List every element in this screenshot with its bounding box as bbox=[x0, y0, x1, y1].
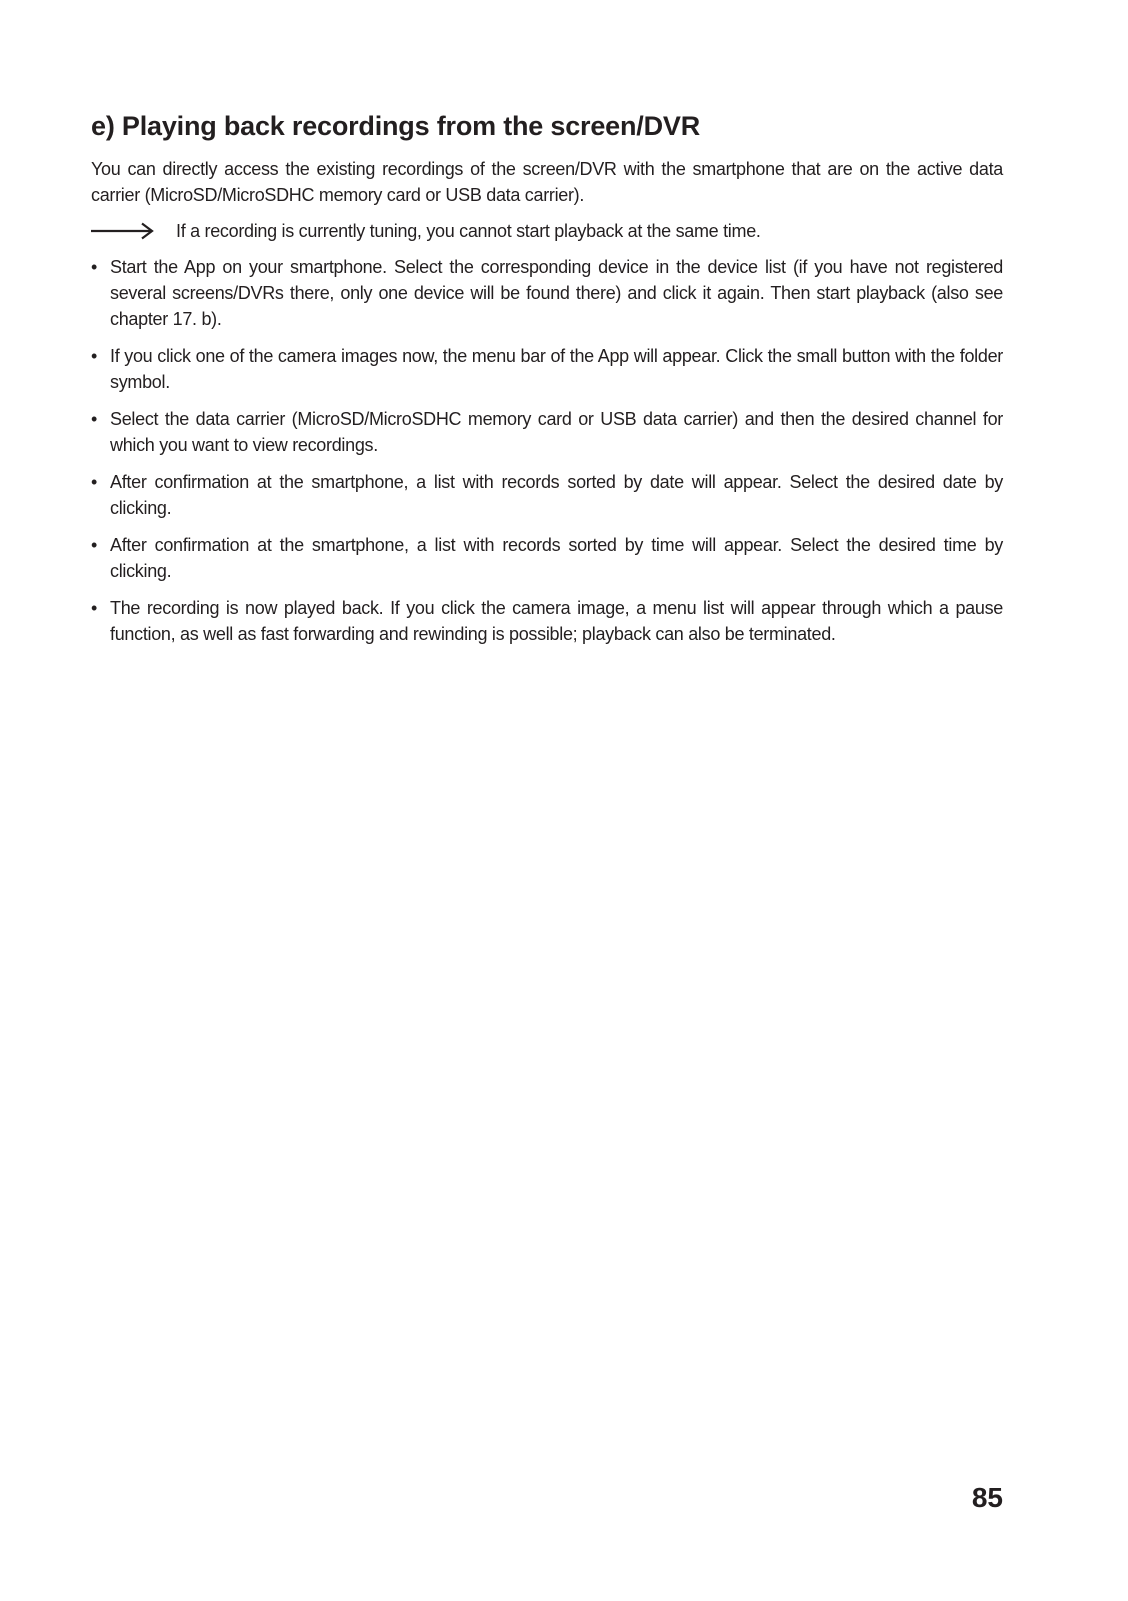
list-item-text: If you click one of the camera images now, the menu bar of the App will appear. Click the small button with the folder symbol. bbox=[110, 346, 1003, 392]
bullet-mark: • bbox=[91, 346, 98, 366]
list-item bbox=[91, 595, 1003, 647]
page-content bbox=[91, 106, 1003, 658]
bullet-mark: • bbox=[91, 409, 98, 429]
list-item bbox=[91, 532, 1003, 584]
note-row bbox=[91, 218, 1003, 244]
intro-paragraph: You can directly access the existing recordings of the screen/DVR with the smartphone that are on the active data carrier (MicroSD/MicroSDHC memory card or USB data carrier). bbox=[91, 159, 1003, 205]
bullet-list bbox=[91, 254, 1003, 647]
bullet-mark: • bbox=[91, 598, 98, 618]
bullet-mark: • bbox=[91, 472, 98, 492]
list-item bbox=[91, 406, 1003, 458]
bullet-mark: • bbox=[91, 535, 98, 555]
list-item-text: After confirmation at the smartphone, a list with records sorted by date will appear. Select the desired date by clicking. bbox=[110, 472, 1003, 518]
list-item-text: The recording is now played back. If you click the camera image, a menu list will appear through which a pause function, as well as fast forwarding and rewinding is possible; playback can also be terminated. bbox=[110, 598, 1003, 644]
arrow-right-icon bbox=[91, 222, 155, 240]
bullet-mark: • bbox=[91, 257, 98, 277]
list-item bbox=[91, 343, 1003, 395]
list-item bbox=[91, 254, 1003, 332]
list-item-text: Select the data carrier (MicroSD/MicroSDHC memory card or USB data carrier) and then the desired channel for which you want to view recordings. bbox=[110, 409, 1003, 455]
list-item bbox=[91, 469, 1003, 521]
note-text: If a recording is currently tuning, you cannot start playback at the same time. bbox=[176, 221, 761, 241]
page-number: 85 bbox=[971, 1482, 1003, 1513]
list-item-text: After confirmation at the smartphone, a list with records sorted by time will appear. Select the desired time by clicking. bbox=[110, 535, 1003, 581]
section-heading: e) Playing back recordings from the screen/DVR bbox=[91, 111, 700, 141]
list-item-text: Start the App on your smartphone. Select the corresponding device in the device list (if you have not registered several screens/DVRs there, only one device will be found there) and click it again. Then start playback (also see chapter 17. b). bbox=[110, 257, 1003, 329]
